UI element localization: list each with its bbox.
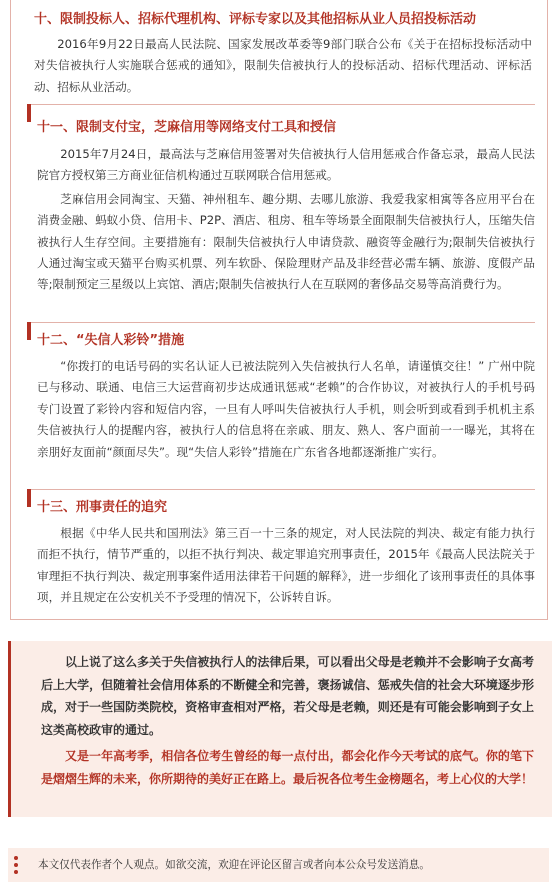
section-title: 十二、“失信人彩铃”措施 <box>37 333 185 348</box>
disclaimer-footer <box>8 848 549 882</box>
summary-box <box>8 641 552 817</box>
section-paragraph: 2016年9月22日最高人民法院、国家发展改革委等9部门联合公布《关于在招标投标活动中对失信被执行人实施联合惩戒的通知》，限制失信被执行人的投标活动、招标代理活动、评标活动、招标从业活动。 <box>34 37 532 94</box>
section-marker <box>27 104 31 122</box>
ellipsis-icon <box>14 856 20 877</box>
section-marker <box>27 489 31 507</box>
section-paragraph: 2015年7月24日，最高法与芝麻信用签署对失信被执行人信用惩戒合作备忘录，最高人民法院官方授权第三方商业征信机构通过互联网联合信用惩戒。 <box>37 147 535 183</box>
section-13 <box>37 500 535 609</box>
section-paragraph: “你拨打的电话号码的实名认证人已被法院列入失信被执行人名单，请谨慎交往！” 广州中院已与移动、联通、电信三大运营商初步达成通讯惩戒“老赖”的合作协议，对被执行人的手机号码专门设置了彩铃内容和短信内容，一旦有人呼叫失信被执行人手机，则会听到或看到手机机主系失信被执行人的提醒内容，被执行人的信息将在亲戚、朋友、熟人、客户面前一一曝光，其将在亲朋好友面前“颜面尽失”。现“失信人彩铃”措施在广东省各地都逐渐推广实行。 <box>37 359 535 459</box>
divider <box>27 489 535 490</box>
divider <box>27 322 535 323</box>
section-11 <box>37 120 535 296</box>
closing-wishes: 又是一年高考季，相信各位考生曾经的每一点付出，都会化作今天考试的底气。你的笔下是熠熠生辉的未来，你所期待的美好正在路上。最后祝各位考生金榜题名，考上心仪的大学！ <box>41 749 534 786</box>
summary-paragraph: 以上说了这么多关于失信被执行人的法律后果，可以看出父母是老赖并不会影响子女高考后上大学，但随着社会信用体系的不断健全和完善，褒扬诚信、惩戒失信的社会大环境逐步形成，对于一些国防类院校，资格审查相对严格，若父母是老赖，则还是有可能会影响到子女上这类高校政审的通过。 <box>41 655 534 737</box>
section-title: 十一、限制支付宝，芝麻信用等网络支付工具和授信 <box>37 120 337 135</box>
section-12 <box>37 333 535 463</box>
divider <box>27 104 535 105</box>
section-marker <box>27 322 31 340</box>
section-paragraph: 芝麻信用会同淘宝、天猫、神州租车、趣分期、去哪儿旅游、我爱我家相寓等各应用平台在消费金融、蚂蚁小贷、信用卡、P2P、酒店、租房、租车等场景全面限制失信被执行人，压缩失信被执行人生存空间。主要措施有：限制失信被执行人申请贷款、融资等金融行为;限制失信被执行人通过淘宝或天猫平台购买机票、列车软卧、保险理财产品及非经营必需车辆、旅游、度假产品等;限制预定三星级以上宾馆、酒店;限制失信被执行人在互联网的奢侈品交易等高消费行为。 <box>37 191 535 292</box>
section-title: 十、限制投标人、招标代理机构、评标专家以及其他招标从业人员招投标活动 <box>34 12 477 27</box>
disclaimer-text: 本文仅代表作者个人观点。如欲交流，欢迎在评论区留言或者向本公众号发送消息。 <box>38 859 430 871</box>
section-10 <box>34 12 532 98</box>
section-title: 十三、刑事责任的追究 <box>37 500 168 515</box>
section-paragraph: 根据《中华人民共和国刑法》第三百一十三条的规定，对人民法院的判决、裁定有能力执行而拒不执行，情节严重的，以拒不执行判决、裁定罪追究刑事责任，2015年《最高人民法院关于审理拒不执行判决、裁定刑事案件适用法律若干问题的解释》，进一步细化了该刑事责任的具体事项，并且规定在公安机关不予受理的情况下，公诉转自诉。 <box>37 526 535 605</box>
